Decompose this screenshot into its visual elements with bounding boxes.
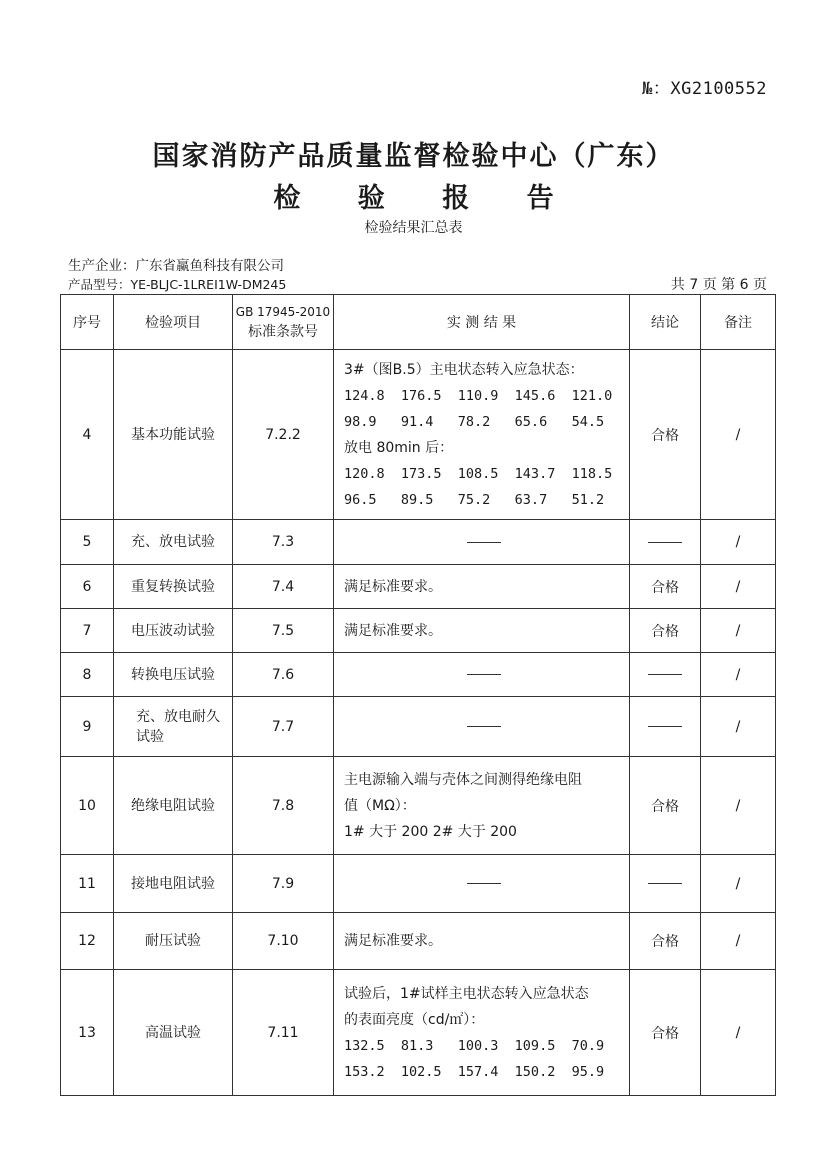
result-line: 试验后，1#试样主电状态转入应急状态	[344, 985, 589, 1002]
result-line: 满足标准要求。	[344, 578, 442, 595]
row-seq: 5	[61, 520, 114, 565]
row-item: 高温试验	[114, 970, 233, 1096]
header-standard	[233, 295, 334, 350]
dash-mark	[467, 726, 501, 727]
producer-line: 生产企业：广东省赢鱼科技有限公司	[68, 258, 284, 274]
header-conclusion: 结论	[630, 295, 701, 350]
dash-mark	[648, 542, 682, 543]
row-result	[334, 757, 630, 855]
row-remark: /	[701, 350, 776, 520]
row-conclusion	[630, 855, 701, 913]
row-result	[334, 913, 630, 970]
row-conclusion: 合格	[630, 970, 701, 1096]
result-line: 120.8 173.5 108.5 143.7 118.5	[344, 465, 613, 482]
row-remark: /	[701, 520, 776, 565]
result-line: 1# 大于 200 2# 大于 200	[344, 823, 517, 840]
row-conclusion: 合格	[630, 565, 701, 609]
table-row	[61, 970, 776, 1096]
dash-mark	[648, 883, 682, 884]
row-item-line: 充、放电耐久	[136, 708, 220, 725]
table-row	[61, 913, 776, 970]
row-seq: 12	[61, 913, 114, 970]
result-line: 124.8 176.5 110.9 145.6 121.0	[344, 387, 613, 404]
row-clause: 7.2.2	[233, 350, 334, 520]
row-remark: /	[701, 565, 776, 609]
row-seq: 4	[61, 350, 114, 520]
row-seq: 6	[61, 565, 114, 609]
row-seq: 7	[61, 609, 114, 653]
table-row	[61, 565, 776, 609]
result-line: 153.2 102.5 157.4 150.2 95.9	[344, 1063, 605, 1080]
row-remark: /	[701, 653, 776, 697]
table-caption: 检验结果汇总表	[364, 220, 463, 236]
row-result	[334, 855, 630, 913]
center-title: 国家消防产品质量监督检验中心（广东）	[152, 141, 675, 172]
row-conclusion	[630, 697, 701, 757]
row-clause: 7.7	[233, 697, 334, 757]
header-result: 实 测 结 果	[334, 295, 630, 350]
row-clause: 7.11	[233, 970, 334, 1096]
dash-mark	[648, 674, 682, 675]
table-row	[61, 653, 776, 697]
row-conclusion	[630, 520, 701, 565]
row-conclusion: 合格	[630, 913, 701, 970]
row-seq: 10	[61, 757, 114, 855]
table-row	[61, 697, 776, 757]
row-result	[334, 520, 630, 565]
result-line: 96.5 89.5 75.2 63.7 51.2	[344, 491, 605, 508]
result-line: 主电源输入端与壳体之间测得绝缘电阻	[344, 771, 582, 788]
table-body	[61, 350, 776, 1096]
row-item	[114, 697, 233, 757]
row-item: 基本功能试验	[114, 350, 233, 520]
result-line: 3#（图B.5）主电状态转入应急状态：	[344, 361, 584, 378]
row-item: 绝缘电阻试验	[114, 757, 233, 855]
row-remark: /	[701, 609, 776, 653]
result-line: 满足标准要求。	[344, 933, 442, 949]
row-seq: 11	[61, 855, 114, 913]
header-seq: 序号	[61, 295, 114, 350]
row-clause: 7.4	[233, 565, 334, 609]
header-item: 检验项目	[114, 295, 233, 350]
header-remark: 备注	[701, 295, 776, 350]
table-row	[61, 757, 776, 855]
row-item-line: 试验	[136, 728, 164, 745]
row-seq: 9	[61, 697, 114, 757]
row-clause: 7.10	[233, 913, 334, 970]
table-row	[61, 520, 776, 565]
dash-mark	[467, 674, 501, 675]
row-seq: 13	[61, 970, 114, 1096]
row-result	[334, 350, 630, 520]
row-item: 耐压试验	[114, 913, 233, 970]
results-table	[60, 294, 776, 1096]
table-row	[61, 855, 776, 913]
header-standard-code: GB 17945-2010	[235, 305, 331, 319]
row-item: 接地电阻试验	[114, 855, 233, 913]
table-row	[61, 609, 776, 653]
dash-mark	[648, 726, 682, 727]
table-row	[61, 350, 776, 520]
report-number: №：XG2100552	[642, 79, 767, 99]
row-item: 充、放电试验	[114, 520, 233, 565]
result-line: 放电 80min 后：	[344, 439, 454, 456]
dash-mark	[467, 542, 501, 543]
result-line: 98.9 91.4 78.2 65.6 54.5	[344, 413, 605, 430]
row-conclusion: 合格	[630, 350, 701, 520]
row-clause: 7.8	[233, 757, 334, 855]
row-clause: 7.9	[233, 855, 334, 913]
row-clause: 7.6	[233, 653, 334, 697]
dash-mark	[467, 883, 501, 884]
row-clause: 7.3	[233, 520, 334, 565]
row-clause: 7.5	[233, 609, 334, 653]
row-item: 转换电压试验	[114, 653, 233, 697]
row-remark: /	[701, 757, 776, 855]
row-conclusion: 合格	[630, 757, 701, 855]
row-conclusion: 合格	[630, 609, 701, 653]
result-line: 值（MΩ）：	[344, 797, 416, 814]
model-line: 产品型号：YE-BLJC-1LREⅠ1W-DM245	[68, 277, 287, 292]
row-remark: /	[701, 970, 776, 1096]
result-line: 132.5 81.3 100.3 109.5 70.9	[344, 1037, 605, 1054]
row-conclusion	[630, 653, 701, 697]
row-result	[334, 609, 630, 653]
page-counter: 共 7 页 第 6 页	[670, 277, 767, 293]
report-title: 检 验 报 告	[273, 183, 578, 214]
row-seq: 8	[61, 653, 114, 697]
row-result	[334, 970, 630, 1096]
row-result	[334, 697, 630, 757]
row-remark: /	[701, 913, 776, 970]
row-result	[334, 653, 630, 697]
result-line: 满足标准要求。	[344, 622, 442, 639]
row-result	[334, 565, 630, 609]
table-header-row	[61, 295, 776, 350]
result-line: 的表面亮度（cd/㎡）：	[344, 1011, 485, 1028]
row-remark: /	[701, 855, 776, 913]
row-item: 重复转换试验	[114, 565, 233, 609]
row-remark: /	[701, 697, 776, 757]
header-standard-label: 标准条款号	[248, 324, 318, 340]
row-item: 电压波动试验	[114, 609, 233, 653]
